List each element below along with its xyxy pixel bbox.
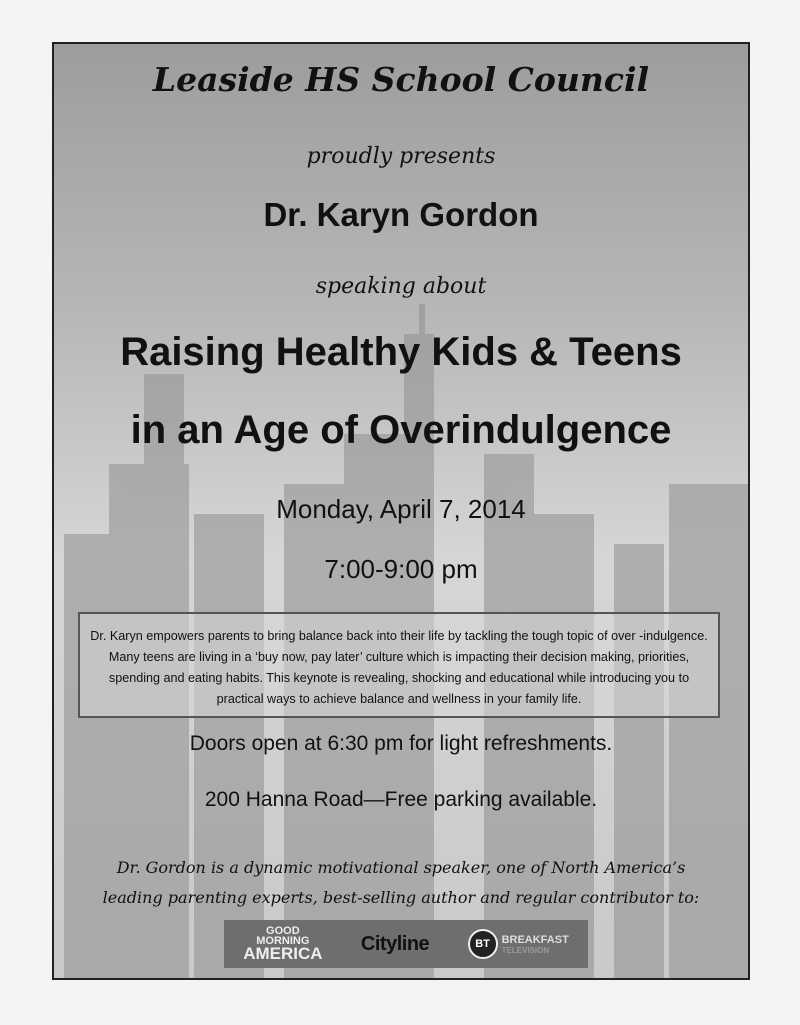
event-date: Monday, April 7, 2014 [276, 494, 526, 524]
bio-line-1: Dr. Gordon is a dynamic motivational speaker, one of North America’s [116, 858, 686, 877]
doors-open-text: Doors open at 6:30 pm for light refreshments. [189, 732, 613, 755]
speaker-name: Dr. Karyn Gordon [263, 196, 539, 233]
media-logos-strip [224, 920, 588, 968]
flyer [52, 42, 750, 980]
cityline-logo: Cityline [360, 932, 430, 955]
bio-line-2: leading parenting experts, best-selling author and regular contributor to: [102, 888, 700, 907]
event-time: 7:00-9:00 pm [324, 554, 478, 584]
description-box [78, 612, 720, 718]
speaking-about-text: speaking about [315, 274, 487, 299]
description-text: Dr. Karyn empowers parents to bring balance back into their life by tackling the tough topic of over -indulgence. Many teens are living in a ‘buy now, pay later’ culture which is impacting their decision making, priorities, spending and eating habits. This keynote is revealing, shocking and educational while introducing you to practical ways to achieve balance and wellness in your family life. [90, 629, 708, 706]
bt-badge-icon: BT [468, 929, 498, 959]
presents-text: proudly presents [306, 144, 496, 169]
talk-title-line1: Raising Healthy Kids & Teens [120, 330, 682, 374]
good-morning-america-logo: GOOD MORNING AMERICA [243, 925, 323, 963]
location-text: 200 Hanna Road—Free parking available. [204, 788, 598, 811]
organizer-heading: Leaside HS School Council [152, 60, 650, 99]
talk-title-line2: in an Age of Overindulgence [130, 408, 672, 452]
breakfast-television-logo: BT BREAKFAST TELEVISION [468, 929, 569, 959]
